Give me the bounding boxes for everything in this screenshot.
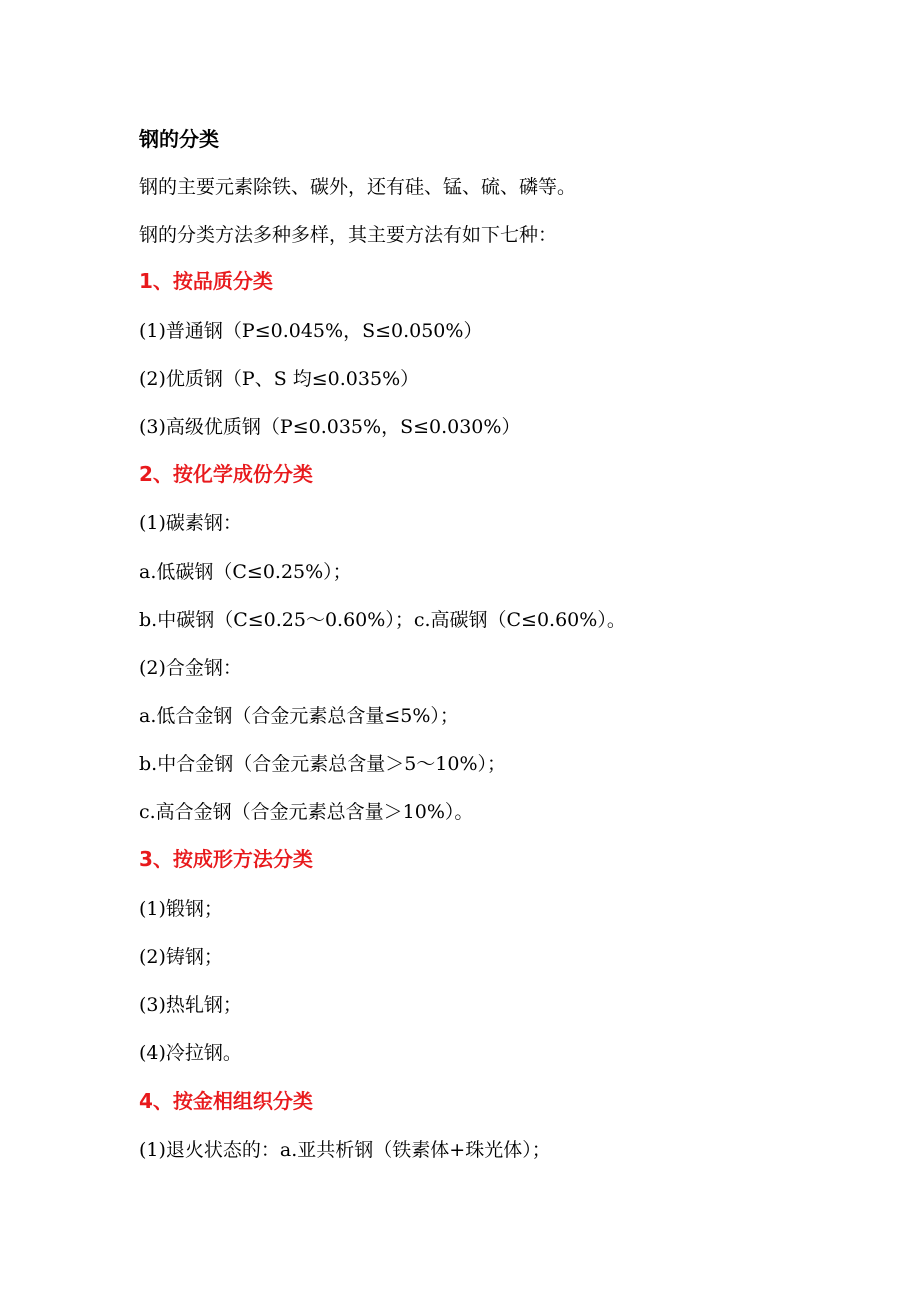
section-line: a.低碳钢（C≤0.25%）； <box>139 561 352 583</box>
section-heading-metallographic: 4、按金相组织分类 <box>139 1089 313 1113</box>
section-line: (1)普通钢（P≤0.045%，S≤0.050%） <box>139 320 483 342</box>
section-line: (3)高级优质钢（P≤0.035%，S≤0.030%） <box>139 416 521 438</box>
section-heading-quality: 1、按品质分类 <box>139 269 273 293</box>
section-line: (1)锻钢； <box>139 898 223 920</box>
section-line: (2)铸钢； <box>139 946 223 968</box>
section-line: b.中合金钢（合金元素总含量＞5～10%）； <box>139 753 507 775</box>
section-line: (1)碳素钢： <box>139 512 242 534</box>
section-line: a.低合金钢（合金元素总含量≤5%）； <box>139 705 459 727</box>
section-line: (3)热轧钢； <box>139 994 242 1016</box>
section-heading-forming: 3、按成形方法分类 <box>139 847 313 871</box>
section-heading-chemical: 2、按化学成份分类 <box>139 462 313 486</box>
document-title: 钢的分类 <box>139 127 219 151</box>
section-line: (2)优质钢（P、S 均≤0.035%） <box>139 368 420 390</box>
intro-paragraph: 钢的分类方法多种多样，其主要方法有如下七种： <box>139 224 558 246</box>
section-line: (4)冷拉钢。 <box>139 1042 242 1064</box>
section-line: c.高合金钢（合金元素总含量＞10%）。 <box>139 801 474 823</box>
section-line: b.中碳钢（C≤0.25～0.60%）；c.高碳钢（C≤0.60%）。 <box>139 609 626 631</box>
section-line: (2)合金钢： <box>139 657 242 679</box>
section-line: (1)退火状态的：a.亚共析钢（铁素体+珠光体）； <box>139 1139 551 1161</box>
intro-paragraph: 钢的主要元素除铁、碳外，还有硅、锰、硫、磷等。 <box>139 176 577 198</box>
